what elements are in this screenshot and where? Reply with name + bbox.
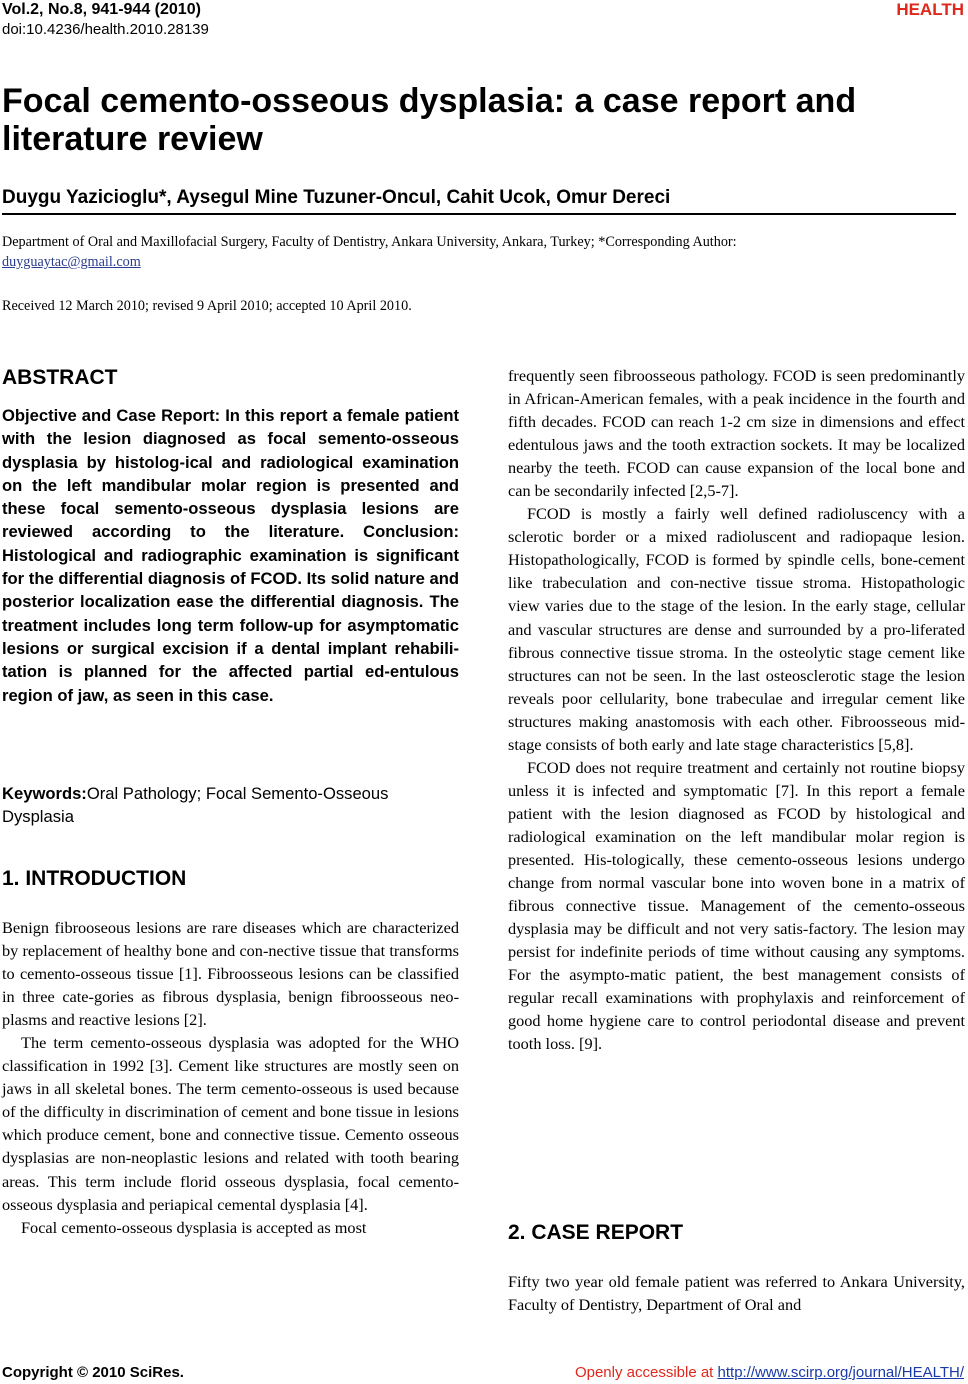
affiliation-text: Department of Oral and Maxillofacial Surgery, Faculty of Dentistry, Ankara University, Ankara, Turkey; *Corresponding Author:: [2, 234, 737, 250]
corresponding-email-link[interactable]: duyguaytac@gmail.com: [2, 254, 141, 270]
journal-volume-info: Vol.2, No.8, 941-944 (2010): [2, 1, 201, 18]
abstract-body: Objective and Case Report: In this report a female patient with the lesion diagnosed as focal semento-osseous dysplasia by histolog-ical and radiological examination on the left mandibular molar region is presented and these focal semento-osseous dysplasia lesions are reviewed according to the literature. Conclusion: Histological and radiographic examination is significant for the differential diagnosis of FCOD. Its solid nature and posterior localization ease the differential diagnosis. The treatment includes long term follow-up for asymptomatic lesions or surgical excision if a dental implant rehabili-tation is planned for the affected partial ed-entulous region of jaw, as seen in this case.: [2, 406, 459, 705]
paragraph: FCOD does not require treatment and certainly not routine biopsy unless it is infected and symptomatic [7]. In this report a female patient with the lesion diagnosed as FCOD by histological and radiological examination on the left mandibular molar region is presented. His-tologically, these cemento-osseous lesions undergo change from normal vascular bone into woven bone in a matrix of fibrous connective tissue. Management of the cemento-osseous dysplasia may be difficult and not very satis-factory. The lesion may persist for indefinite periods of time without causing any symptoms. For the asympto-matic patient, the best management consists of regular recall examinations with prophylaxis and reinforcement of good home hygiene care to control periodontal disease and prevent tooth loss. [9].: [508, 757, 965, 1054]
copyright: Copyright © 2010 SciRes.: [2, 1364, 184, 1381]
introduction-body: [2, 916, 459, 1239]
introduction-heading: 1. INTRODUCTION: [2, 867, 187, 890]
keywords-text: Oral Pathology; Focal Semento-Osseous Dysplasia: [2, 784, 389, 826]
open-access-notice: [575, 1363, 964, 1383]
paragraph: Benign fibrooseous lesions are rare diseases which are characterized by replacement of healthy bone and con-nective tissue that transforms to cemento-osseous tissue [1]. Fibroosseous lesions can be classified in three cate-gories as fibrous dysplasia, benign fibroosseous neo-plasms and reactive lesions [2].: [2, 918, 459, 1030]
title-divider: [2, 213, 956, 215]
paragraph: The term cemento-osseous dysplasia was adopted for the WHO classification in 1992 [3]. Cement like structures are mostly seen on jaws in all skeletal bones. The term cemento-osseous is used because of the difficulty in discrimination of cement and bone tissue in lesions which produce cement, bone and connective tissue. Cemento osseous dysplasias are non-neoplastic lesions and related with tooth bearing areas. This term include florid osseous dysplasia, focal cemento-osseous dysplasia and periapical cemental dysplasia [4].: [2, 1033, 459, 1214]
keywords-label: Keywords:: [2, 784, 87, 803]
right-column-body: [508, 364, 965, 1055]
access-text: Openly accessible at: [574, 1364, 714, 1381]
paragraph: frequently seen fibroosseous pathology. FCOD is seen predominantly in African-American females, with a peak incidence in the fourth and fifth decades. FCOD can reach 1-2 cm size in dimensions and effect edentulous jaws and the tooth extraction sockets. It may be localized nearby the teeth. FCOD can cause expansion of the local bone and can be secondarily infected [2,5-7].: [508, 366, 965, 501]
author-list: Duygu Yazicioglu*, Aysegul Mine Tuzuner-Oncul, Cahit Ucok, Omur Dereci: [2, 187, 671, 208]
case-report-heading: 2. CASE REPORT: [508, 1221, 684, 1244]
paragraph: FCOD is mostly a fairly well defined radioluscency with a sclerotic border or a mixed radioluscent and radiopaque lesion. Histopathologically, FCOD is formed by spindle cells, bone-cement like trabeculation and con-nective tissue stroma. Histopathologic view varies due to the stage of the lesion. In the early stage, cellular and vascular structures are dense and surrounded by a pro-liferated fibrous connective tissue stroma. In the osteolytic stage cement like structures can not be seen. In the last osteosclerotic stage the lesion reveals poor cellularity, bone trabeculae and irregular cement like structures making anastomosis with each other. Fibroosseous mid-stage consists of both early and late stage characteristics [5,8].: [508, 504, 965, 754]
received-dates: Received 12 March 2010; revised 9 April 2010; accepted 10 April 2010.: [2, 298, 412, 314]
case-report-body: [508, 1270, 965, 1316]
article-title: Focal cemento-osseous dysplasia: a case report and literature review: [2, 82, 857, 158]
abstract-heading: ABSTRACT: [2, 366, 118, 389]
paragraph: Fifty two year old female patient was referred to Ankara University, Faculty of Dentistry, Department of Oral and: [508, 1272, 965, 1315]
keywords: [2, 782, 459, 828]
journal-name: HEALTH: [896, 0, 964, 19]
affiliation: [2, 232, 952, 272]
paragraph: Focal cemento-osseous dysplasia is accepted as most: [21, 1217, 367, 1237]
journal-url-link[interactable]: http://www.scirp.org/journal/HEALTH/: [717, 1364, 964, 1381]
doi: doi:10.4236/health.2010.28139: [2, 21, 209, 38]
